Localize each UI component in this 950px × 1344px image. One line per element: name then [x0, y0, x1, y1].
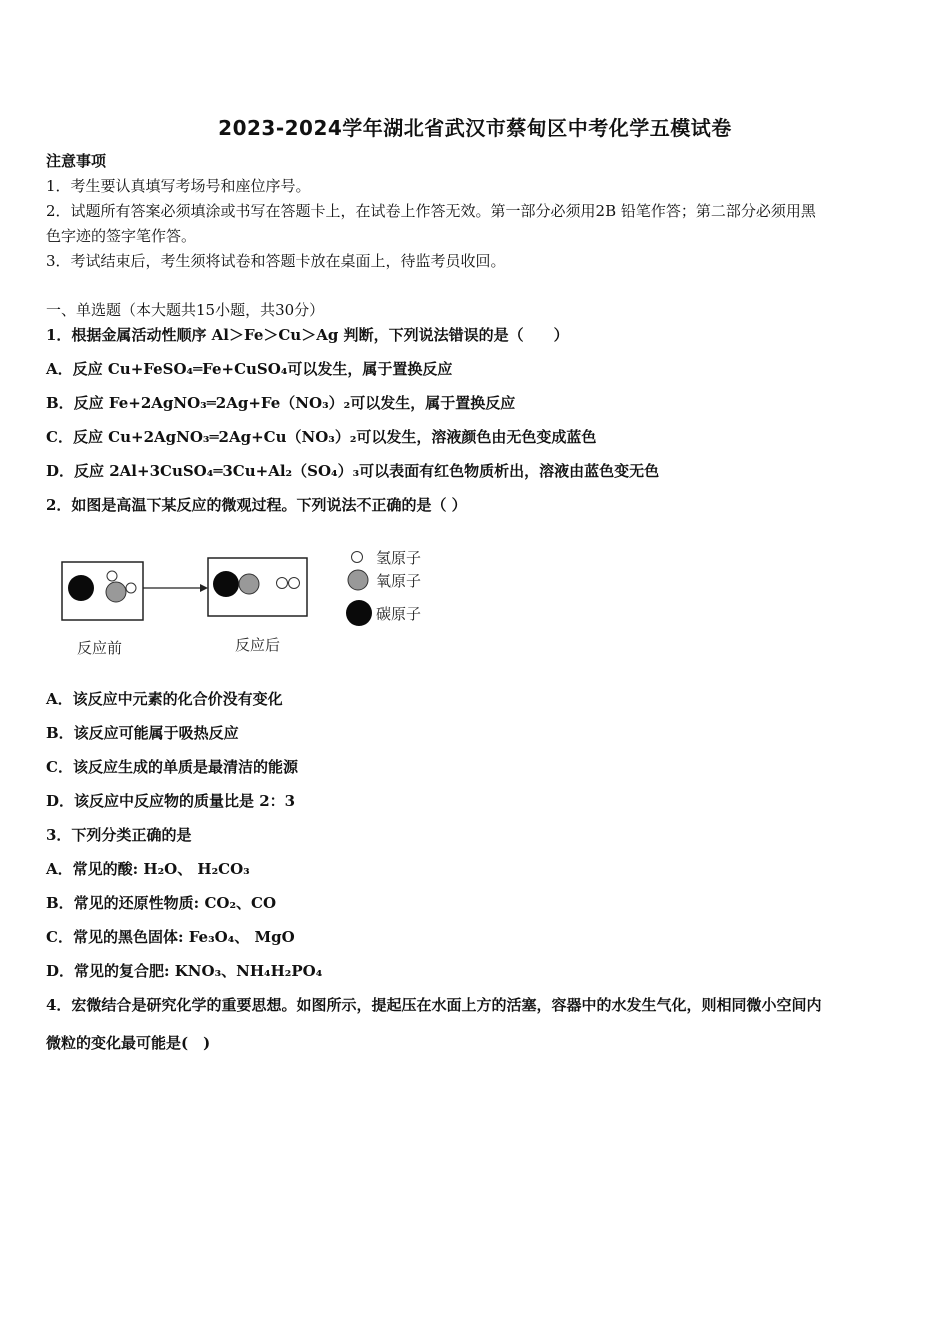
legend-carbon-icon	[346, 600, 372, 626]
hydrogen-atom	[107, 571, 117, 581]
q1-option-a: A．反应 Cu+FeSO₄═Fe+CuSO₄可以发生，属于置换反应	[46, 360, 453, 378]
oxygen-atom	[106, 582, 126, 602]
question-stem-2: 2．如图是高温下某反应的微观过程。下列说法不正确的是（ ）	[46, 496, 467, 514]
notice-heading: 注意事项	[46, 152, 107, 170]
notice-item: 色字迹的签字笔作答。	[46, 227, 197, 245]
hydrogen-atom	[126, 583, 136, 593]
q3-option-d: D．常见的复合肥: KNO₃、NH₄H₂PO₄	[46, 962, 323, 980]
question-stem-4-cont: 微粒的变化最可能是( )	[46, 1034, 211, 1052]
q1-option-b: B．反应 Fe+2AgNO₃═2Ag+Fe（NO₃）₂可以发生，属于置换反应	[46, 394, 516, 412]
legend-carbon-label: 碳原子	[376, 605, 422, 623]
q3-option-a: A．常见的酸: H₂O、 H₂CO₃	[46, 860, 250, 878]
hydrogen-atom	[277, 578, 288, 589]
question-stem-1: 1．根据金属活动性顺序 Al＞Fe＞Cu＞Ag 判断，下列说法错误的是（ ）	[46, 326, 569, 344]
q2-option-a: A．该反应中元素的化合价没有变化	[46, 690, 283, 708]
section-heading: 一、单选题（本大题共15小题，共30分）	[46, 301, 325, 319]
q3-option-b: B．常见的还原性物质: CO₂、CO	[46, 894, 277, 912]
page-title: 2023-2024学年湖北省武汉市蔡甸区中考化学五模试卷	[218, 116, 732, 140]
notice-item: 2．试题所有答案必须填涂或书写在答题卡上，在试卷上作答无效。第一部分必须用2B 铅笔作答；第二部分必须用黑	[46, 202, 816, 220]
q3-option-c: C．常见的黑色固体: Fe₃O₄、 MgO	[46, 928, 295, 946]
before-label: 反应前	[77, 639, 123, 657]
legend-hydrogen-icon	[352, 552, 363, 563]
legend-hydrogen-label: 氢原子	[376, 549, 422, 567]
legend-oxygen-icon	[348, 570, 368, 590]
hydrogen-atom	[289, 578, 300, 589]
question-stem-4: 4．宏微结合是研究化学的重要思想。如图所示，提起压在水面上方的活塞，容器中的水发生气化，则相同微小空间内	[46, 996, 822, 1014]
carbon-atom	[213, 571, 239, 597]
q2-option-b: B．该反应可能属于吸热反应	[46, 724, 239, 742]
q2-option-d: D．该反应中反应物的质量比是 2：3	[46, 792, 296, 810]
notice-item: 1．考生要认真填写考场号和座位序号。	[46, 177, 311, 195]
arrow-head	[200, 584, 208, 592]
q2-option-c: C．该反应生成的单质是最清洁的能源	[46, 758, 298, 776]
q1-option-d: D．反应 2Al+3CuSO₄═3Cu+Al₂（SO₄）₃可以表面有红色物质析出，溶液由蓝色变无色	[46, 462, 660, 480]
legend-oxygen-label: 氧原子	[376, 572, 422, 590]
q1-option-c: C．反应 Cu+2AgNO₃═2Ag+Cu（NO₃）₂可以发生，溶液颜色由无色变成蓝色	[46, 428, 597, 446]
carbon-atom	[68, 575, 94, 601]
after-label: 反应后	[235, 636, 281, 654]
reaction-diagram	[55, 540, 455, 665]
question-stem-3: 3．下列分类正确的是	[46, 826, 192, 844]
oxygen-atom	[239, 574, 259, 594]
notice-item: 3．考试结束后，考生须将试卷和答题卡放在桌面上，待监考员收回。	[46, 252, 506, 270]
